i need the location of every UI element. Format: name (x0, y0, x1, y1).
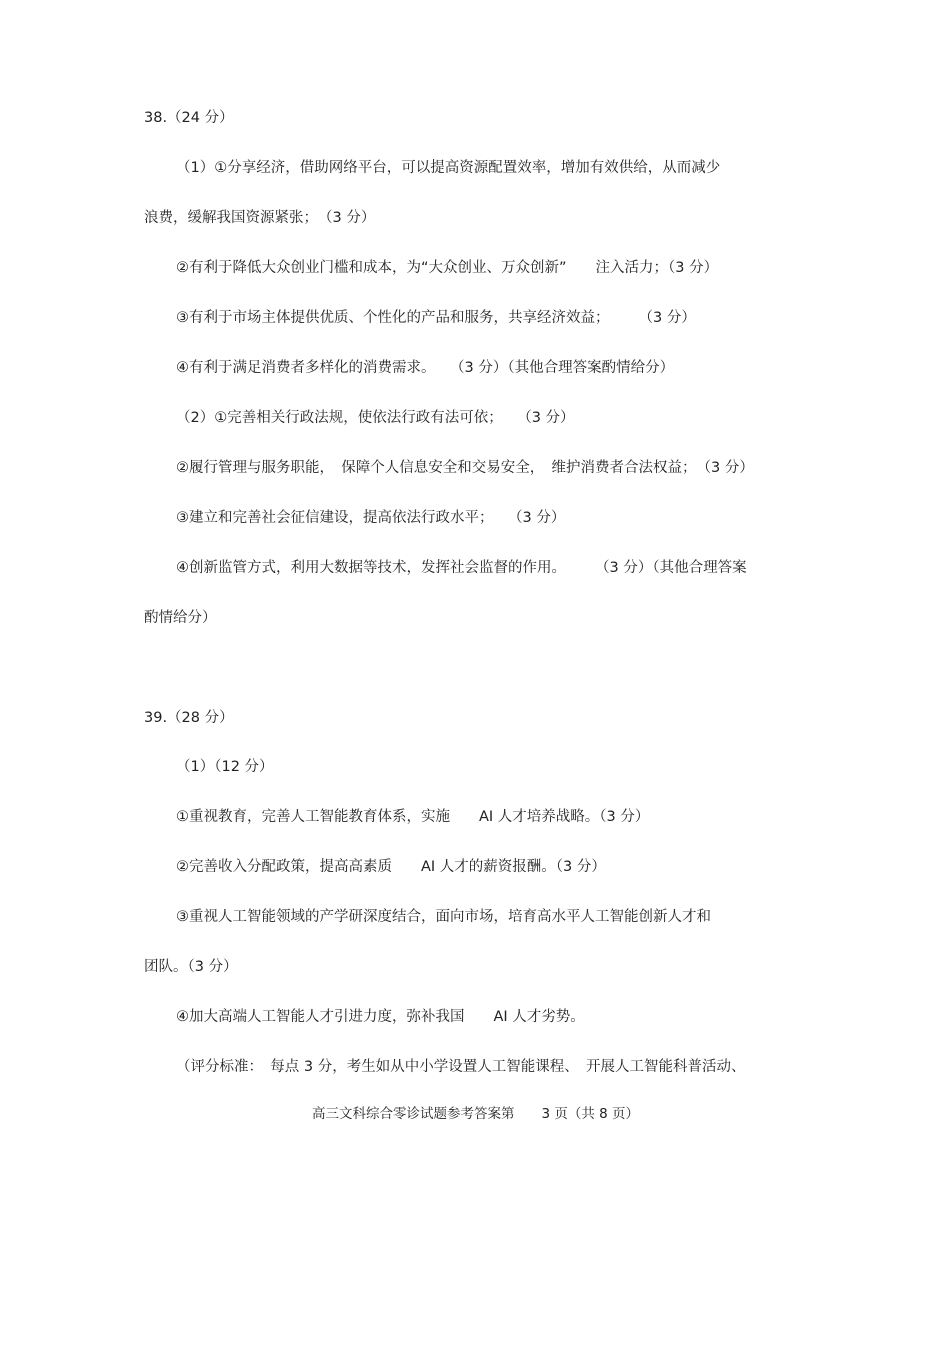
q39-line: （1）（12 分） (176, 759, 274, 775)
q39-line: ②完善收入分配政策，提高高素质 AI 人才的薪资报酬。（3 分） (176, 859, 606, 875)
q38-line: 酌情给分） (144, 610, 217, 626)
q38-line: ③有利于市场主体提供优质、个性化的产品和服务，共享经济效益； （3 分） (176, 310, 696, 326)
q39-header: 39.（28 分） (144, 710, 234, 726)
q39-line: ①重视教育，完善人工智能教育体系，实施 AI 人才培养战略。（3 分） (176, 809, 650, 825)
q39-line: （评分标准： 每点 3 分，考生如从中小学设置人工智能课程、 开展人工智能科普活动、 (176, 1059, 746, 1075)
q39-line: ④加大高端人工智能人才引进力度，弥补我国 AI 人才劣势。 (176, 1009, 585, 1025)
q38-line: ②有利于降低大众创业门槛和成本，为“大众创业、万众创新” 注入活力；（3 分） (176, 260, 719, 276)
q38-line: ②履行管理与服务职能， 保障个人信息安全和交易安全， 维护消费者合法权益； （3 分） (176, 460, 754, 476)
q38-line: 浪费，缓解我国资源紧张； （3 分） (144, 210, 376, 226)
page-footer: 高三文科综合零诊试题参考答案第 3 页（共 8 页） (312, 1106, 640, 1122)
q38-line: ④有利于满足消费者多样化的消费需求。 （3 分）（其他合理答案酌情给分） (176, 360, 675, 376)
q38-line: ④创新监管方式，利用大数据等技术，发挥社会监督的作用。 （3 分）（其他合理答案 (176, 560, 747, 576)
q38-header: 38.（24 分） (144, 110, 234, 126)
q38-line: （1）①分享经济，借助网络平台，可以提高资源配置效率，增加有效供给，从而减少 (176, 160, 721, 176)
q38-line: （2）①完善相关行政法规，使依法行政有法可依； （3 分） (176, 410, 575, 426)
q38-line: ③建立和完善社会征信建设，提高依法行政水平； （3 分） (176, 510, 566, 526)
q39-line: 团队。（3 分） (144, 959, 238, 975)
q39-line: ③重视人工智能领域的产学研深度结合，面向市场，培育高水平人工智能创新人才和 (176, 909, 711, 925)
